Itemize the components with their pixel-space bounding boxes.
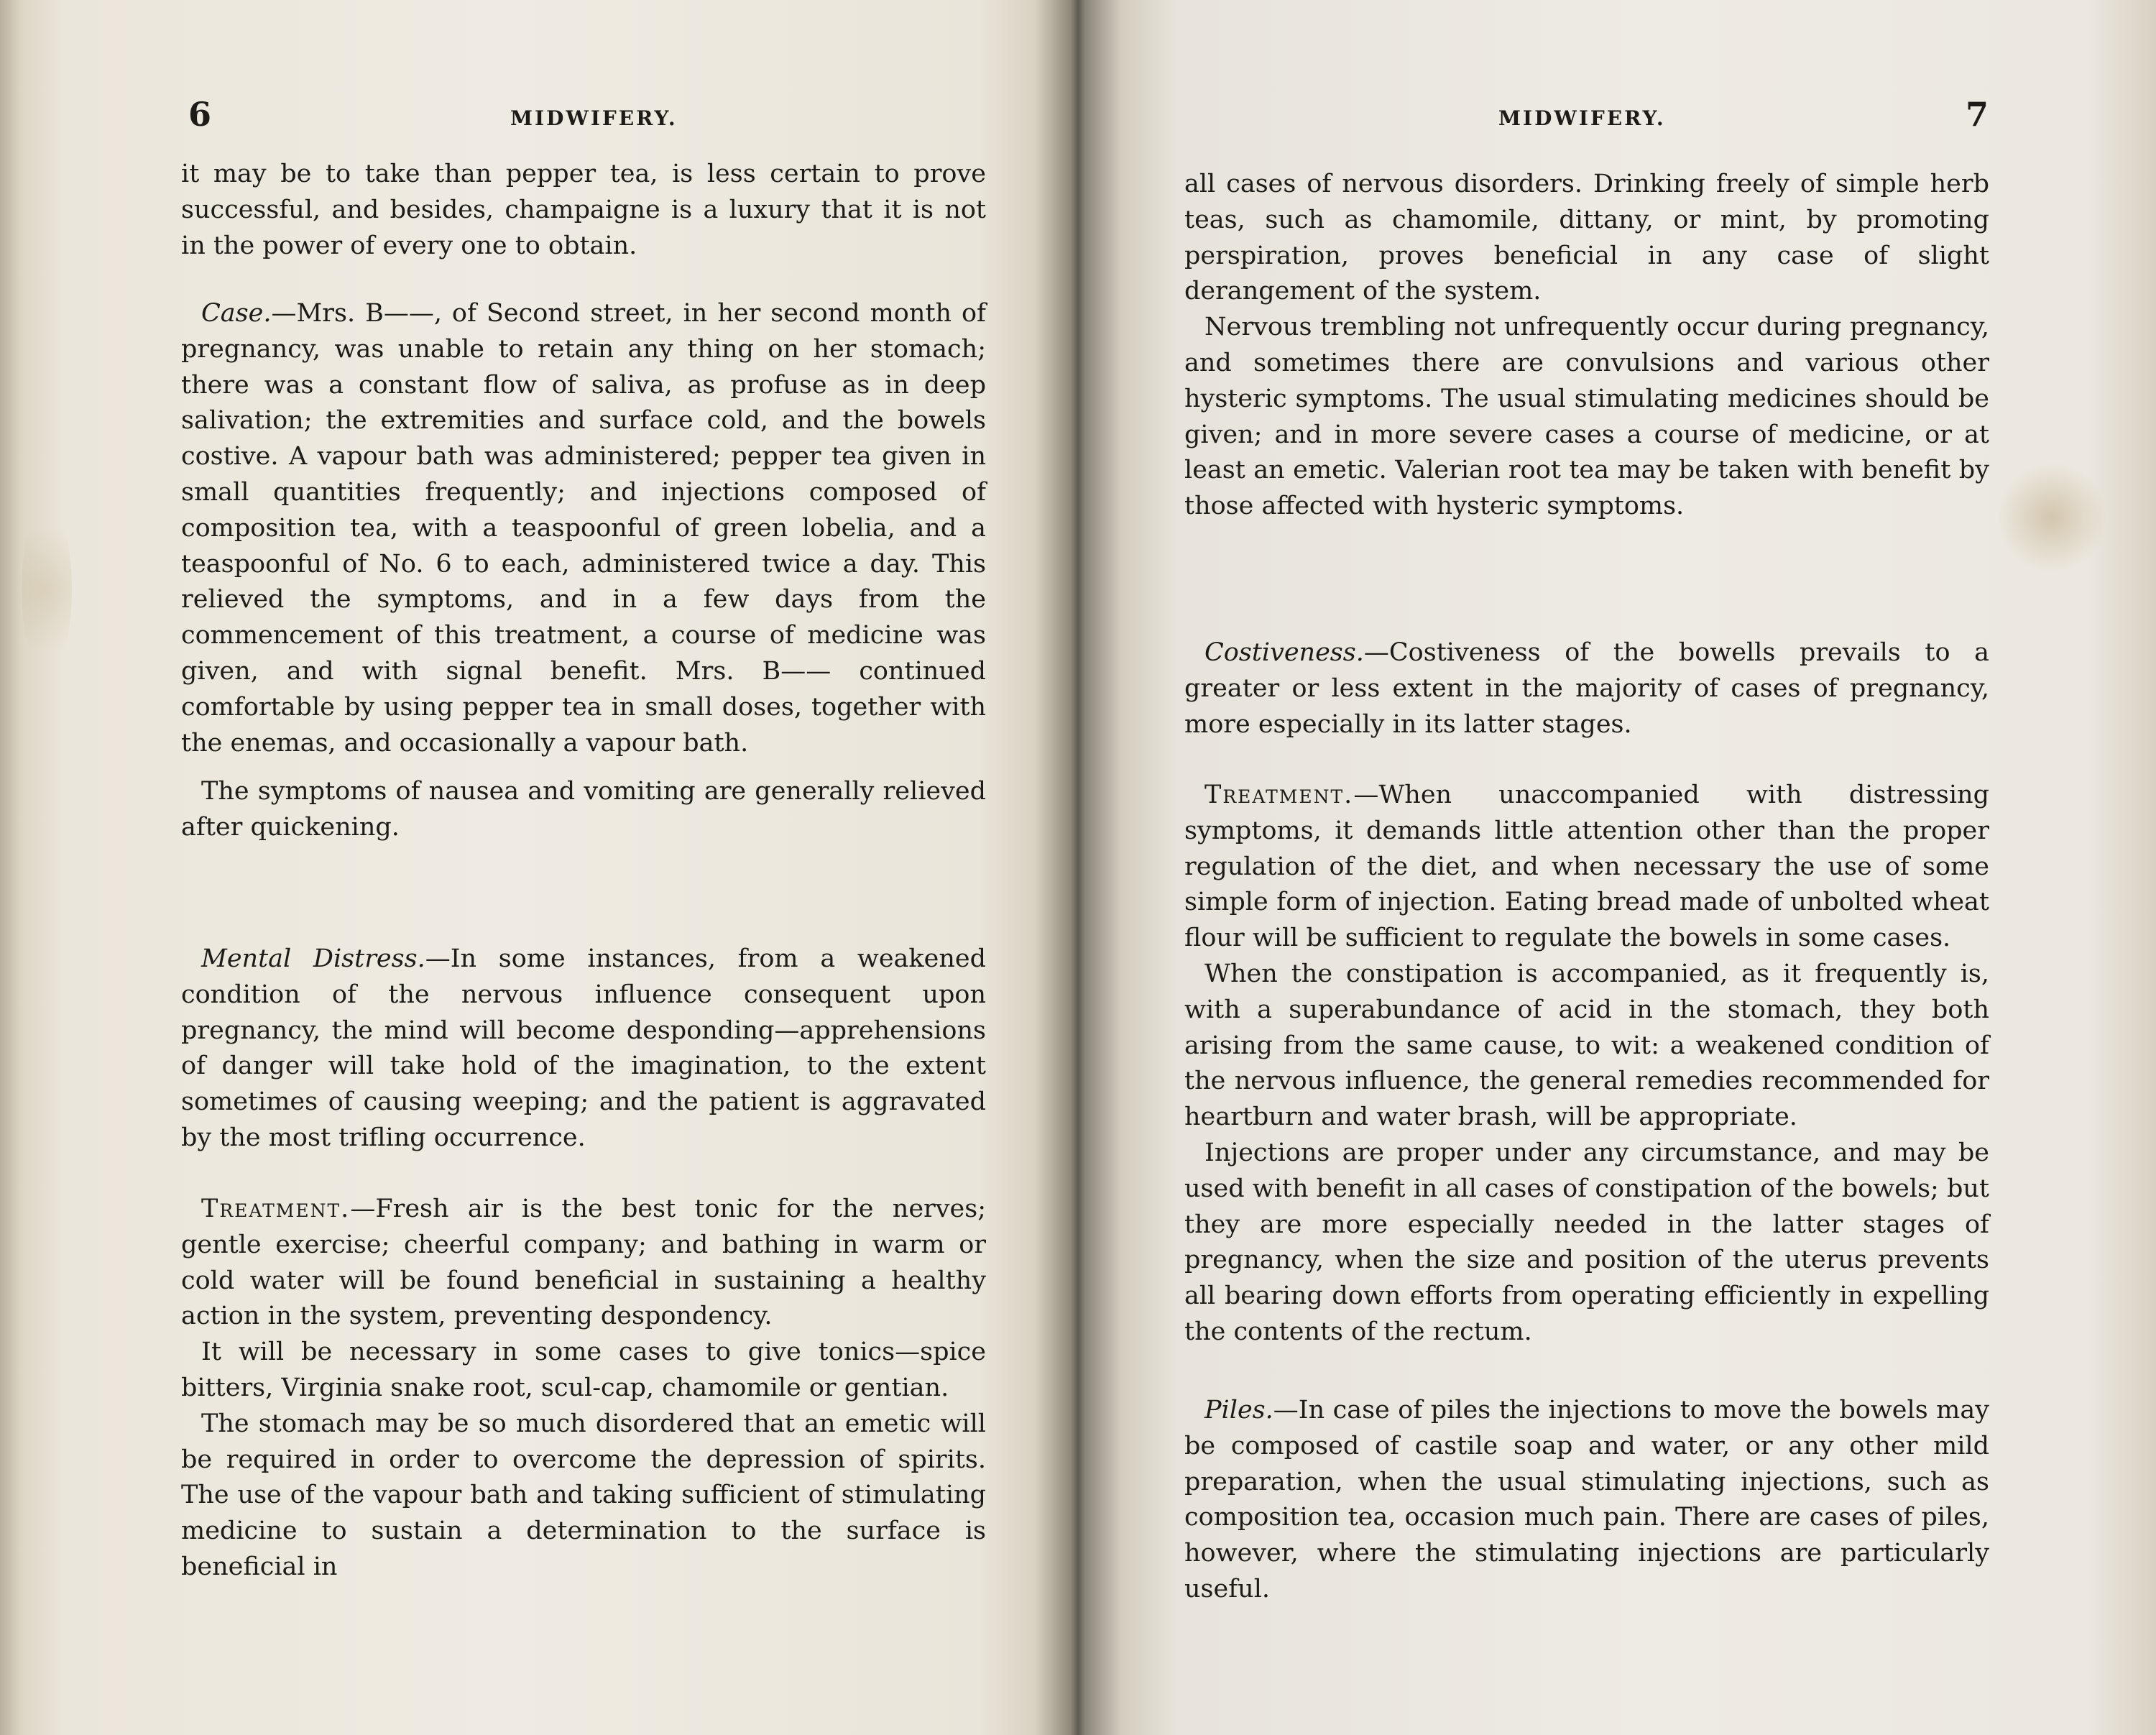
paragraph: The stomach may be so much disordered that an emetic will be required in order to overcome the depression of spirits. The use of the vapour bath and taking sufficient of stimulating medicine to sustain a determination to the surface is beneficial in	[181, 1409, 986, 1581]
page-number: 7	[1966, 95, 1989, 134]
paragraph-lead: Mental Distress.	[201, 944, 425, 973]
page-body	[181, 296, 986, 761]
page-body	[1184, 635, 1989, 742]
paragraph: When the constipation is accompanied, as it frequently is, with a superabundance of acid in the stomach, they both arising from the same cause, to wit: a weakened condition of the nervous influence, the general remedies recommended for heartburn and water brash, will be appropriate.	[1184, 959, 1989, 1132]
page-body	[1184, 1393, 1989, 1608]
left-page	[0, 0, 1074, 1735]
paragraph-lead: Treatment.	[201, 1195, 351, 1223]
page-body	[1184, 778, 1989, 1350]
running-head: MIDWIFERY.	[1498, 106, 1666, 130]
running-head: MIDWIFERY.	[510, 106, 678, 130]
page-body	[181, 774, 986, 846]
page-body	[181, 942, 986, 1156]
page-body	[1184, 167, 1989, 525]
paragraph-lead: Piles.	[1204, 1396, 1273, 1425]
paragraph: Case.—Mrs. B——, of Second street, in her second month of pregnancy, was unable to retain any thing on her stomach; there was a constant flow of saliva, as profuse as in deep salivation; the extremities and surface cold, and the bowels costive. A vapour bath was administered; pepper tea given in small quantities frequently; and injections composed of composition tea, with a teaspoonful of green lobelia, and a teaspoonful of No. 6 to each, administered twice a day. This relieved the symptoms, and in a few days from the commencement of this treatment, a course of medicine was given, and with signal benefit. Mrs. B—— continued comfortable by using pepper tea in small doses, together with the enemas, and occasionally a vapour bath.	[181, 299, 986, 758]
right-page	[1082, 0, 2156, 1735]
paragraph: it may be to take than pepper tea, is less certain to prove successful, and besides, champaigne is a luxury that it is not in the power of every one to obtain.	[181, 160, 986, 260]
page-number: 6	[188, 95, 212, 134]
paragraph: Injections are proper under any circumstance, and may be used with benefit in all cases of constipation of the bowels; but they are more especially needed in the latter stages of pregnancy, when the size and position of the uterus prevents all bearing down efforts from operating efficiently in expelling the contents of the rectum.	[1184, 1138, 1989, 1346]
paragraph: all cases of nervous disorders. Drinking freely of simple herb teas, such as chamomile, dittany, or mint, by promoting perspiration, proves beneficial in any case of slight derangement of the system.	[1184, 170, 1989, 306]
paragraph: Treatment.—When unaccompanied with distressing symptoms, it demands little attention other than the proper regulation of the diet, and when necessary the use of some simple form of injection. Eating bread made of unbolted wheat flour will be sufficient to regulate the bowels in some cases.	[1184, 781, 1989, 953]
paragraph: Treatment.—Fresh air is the best tonic for the nerves; gentle exercise; cheerful company; and bathing in warm or cold water will be found beneficial in sustaining a healthy action in the system, preventing despondency.	[181, 1195, 986, 1331]
page-body	[181, 1192, 986, 1586]
paragraph-lead: Treatment.	[1204, 781, 1354, 809]
paragraph: Piles.—In case of piles the injections to move the bowels may be composed of castile soap and water, or any other mild preparation, when the usual stimulating injections, such as composition tea, occasion much pain. There are cases of piles, however, where the stimulating injections are particularly useful.	[1184, 1396, 1989, 1603]
paragraph-lead: Case.	[201, 299, 272, 328]
paragraph: Mental Distress.—In some instances, from a weakened condition of the nervous influence consequent upon pregnancy, the mind will become desponding—apprehensions of danger will take hold of the imagination, to the extent sometimes of causing weeping; and the patient is aggravated by the most trifling occurrence.	[181, 944, 986, 1152]
paragraph: The symptoms of nausea and vomiting are generally relieved after quickening.	[181, 777, 986, 842]
paragraph: Nervous trembling not unfrequently occur during pregnancy, and sometimes there are convulsions and various other hysteric symptoms. The usual stimulating medicines should be given; and in more severe cases a course of medicine, or at least an emetic. Valerian root tea may be taken with benefit by those affected with hysteric symptoms.	[1184, 313, 1989, 521]
paragraph: It will be necessary in some cases to give tonics—spice bitters, Virginia snake root, scul-cap, chamomile or gentian.	[181, 1338, 986, 1402]
paragraph-lead: Costiveness.	[1204, 638, 1364, 667]
page-body	[181, 157, 986, 264]
paragraph: Costiveness.—Costiveness of the bowells prevails to a greater or less extent in the majority of cases of pregnancy, more especially in its latter stages.	[1184, 638, 1989, 739]
